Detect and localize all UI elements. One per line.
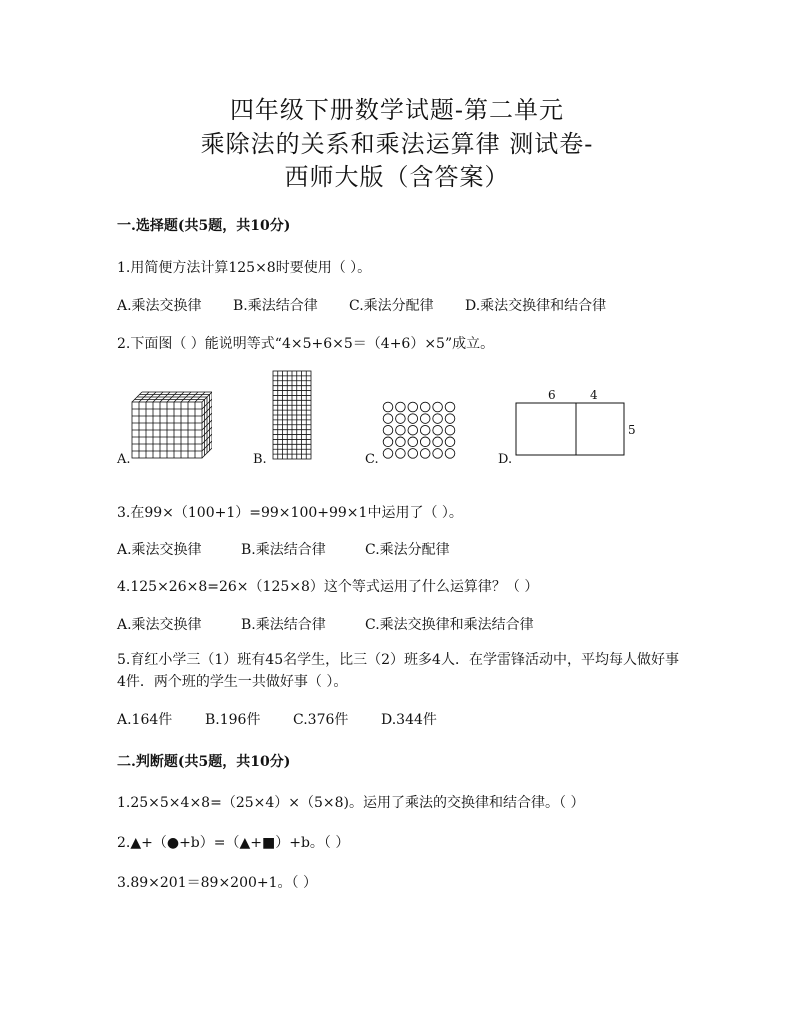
- question-5-text: 5.育红小学三（1）班有45名学生，比三（2）班多4人．在学雷锋活动中，平均每人做好事4件．两个班的学生一共做好事（ ）。: [117, 652, 679, 690]
- option-b: B.乘法结合律: [241, 542, 326, 558]
- question-1-options: [117, 295, 606, 315]
- figure-label-a: A.: [117, 452, 131, 467]
- rect-label-6: 6: [548, 388, 556, 402]
- option-d: D.乘法交换律和结合律: [465, 298, 607, 314]
- judge-question-3: 3.89×201＝89×200+1。（ ）: [117, 875, 317, 891]
- option-c: C.乘法分配律: [349, 298, 434, 314]
- figure-label-d: D.: [498, 452, 513, 467]
- question-2-text: 2.下面图（ ）能说明等式“4×5+6×5＝（4+6）×5”成立。: [117, 336, 495, 352]
- option-c: C.376件: [293, 712, 349, 728]
- option-c: C.乘法交换律和乘法结合律: [365, 617, 534, 633]
- option-a: A.164件: [117, 712, 173, 728]
- option-a: A.乘法交换律: [117, 617, 202, 633]
- question-3-options: [117, 539, 450, 559]
- figure-b-grid: [271, 369, 313, 461]
- option-c: C.乘法分配律: [365, 542, 450, 558]
- question-3-text: 3.在99×（100+1）=99×100+99×1中运用了（ ）。: [117, 505, 463, 521]
- option-b: B.乘法结合律: [241, 617, 326, 633]
- question-1-text: 1.用简便方法计算125×8时要使用（ ）。: [117, 260, 372, 276]
- rect-label-4: 4: [590, 388, 598, 402]
- page-title-line-3: 西师大版（含答案）: [284, 163, 510, 191]
- judge-question-2: 2.▲+（●+b）=（▲+■）+b。（ ）: [117, 835, 350, 851]
- figure-c-circles: [382, 401, 462, 461]
- rect-label-5: 5: [628, 423, 636, 437]
- option-b: B.196件: [205, 712, 261, 728]
- figure-label-c: C.: [365, 452, 379, 467]
- judge-question-1: 1.25×5×4×8=（25×4）×（5×8)。运用了乘法的交换律和结合律。（ ）: [117, 795, 585, 811]
- question-4-text: 4.125×26×8=26×（125×8）这个等式运用了什么运算律？（ ）: [117, 579, 539, 595]
- option-a: A.乘法交换律: [117, 298, 202, 314]
- figure-a-cube: [128, 388, 212, 460]
- option-d: D.344件: [381, 712, 437, 728]
- question-4-options: [117, 614, 534, 634]
- section-heading-choice: 一.选择题(共5题，共10分): [117, 218, 291, 234]
- page-title-line-2: 乘除法的关系和乘法运算律 测试卷-: [200, 130, 594, 158]
- figure-label-b: B.: [253, 452, 267, 467]
- figure-d-rectangle: [510, 388, 640, 460]
- question-5-options: [117, 709, 437, 729]
- section-heading-judgement: 二.判断题(共5题，共10分): [117, 754, 291, 770]
- option-a: A.乘法交换律: [117, 542, 202, 558]
- page-title-line-1: 四年级下册数学试题-第二单元: [229, 96, 565, 124]
- option-b: B.乘法结合律: [233, 298, 318, 314]
